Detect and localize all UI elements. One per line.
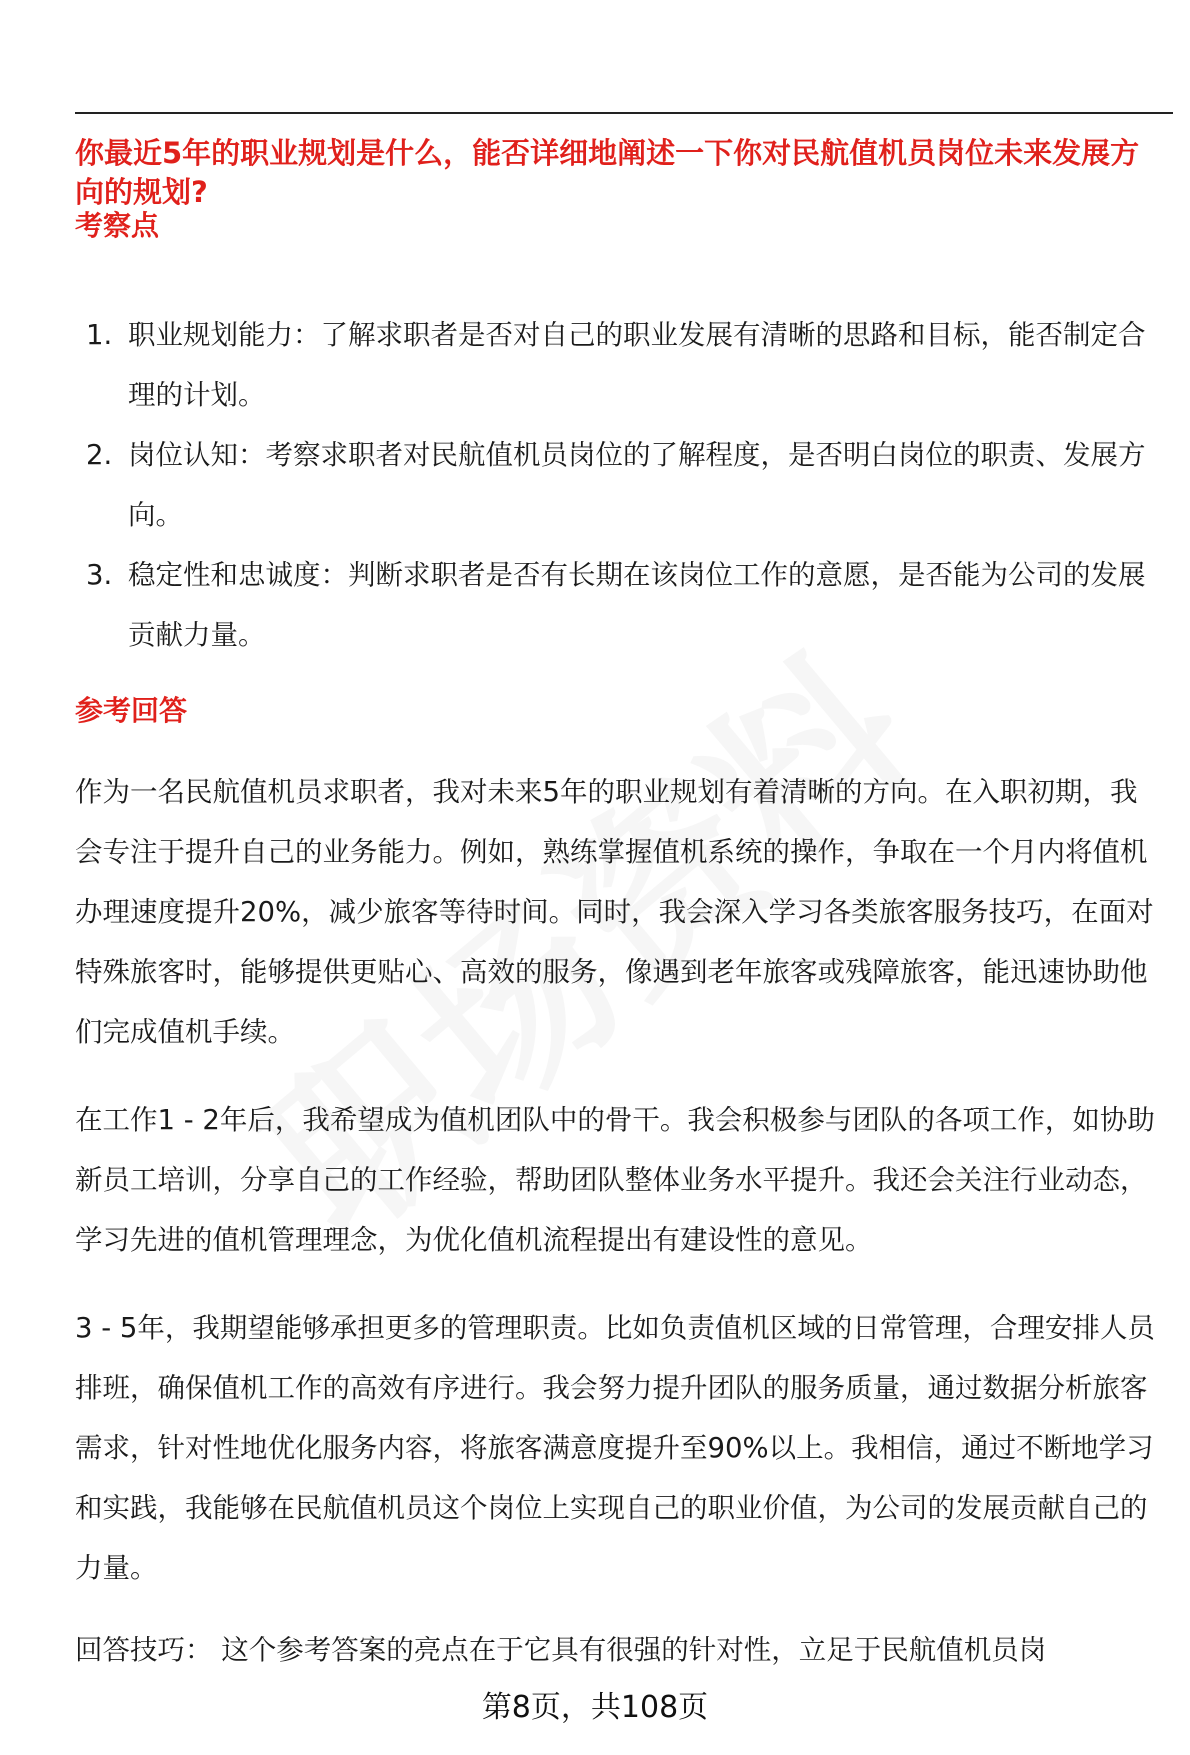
answer-heading: 参考回答 [75,694,188,727]
list-item-number: 2. [86,439,113,471]
page-number: 第8页，共108页 [481,1690,709,1725]
question-title: 你最近5年的职业规划是什么，能否详细地阐述一下你对民航值机员岗位未来发展方向的规划? [75,136,1140,209]
answer-paragraph: 作为一名民航值机员求职者，我对未来5年的职业规划有着清晰的方向。在入职初期，我会专注于提升自己的业务能力。例如，熟练掌握值机系统的操作，争取在一个月内将值机办理速度提升20%，减少旅客等待时间。同时，我会深入学习各类旅客服务技巧，在面对特殊旅客时，能够提供更贴心、高效的服务，像遇到老年旅客或残障旅客，能迅速协助他们完成值机手续。 [75,776,1154,1048]
list-item [86,425,1161,545]
answer-paragraph: 3 - 5年，我期望能够承担更多的管理职责。比如负责值机区域的日常管理，合理安排人员排班，确保值机工作的高效有序进行。我会努力提升团队的服务质量，通过数据分析旅客需求，针对性地优化服务内容，将旅客满意度提升至90%以上。我相信，通过不断地学习和实践，我能够在民航值机员这个岗位上实现自己的职业价值，为公司的发展贡献自己的力量。 [75,1312,1155,1584]
points-list [86,305,1161,665]
top-divider [75,112,1173,114]
answer-paragraph: 在工作1 - 2年后，我希望成为值机团队中的骨干。我会积极参与团队的各项工作，如协助新员工培训，分享自己的工作经验，帮助团队整体业务水平提升。我还会关注行业动态，学习先进的值机管理理念，为优化值机流程提出有建设性的意见。 [75,1104,1155,1256]
list-item-number: 1. [86,319,113,351]
list-item-text: 职业规划能力：了解求职者是否对自己的职业发展有清晰的思路和目标，能否制定合理的计划。 [128,319,1146,411]
list-item [86,305,1161,425]
answer-tip: 回答技巧： 这个参考答案的亮点在于它具有很强的针对性，立足于民航值机员岗 [75,1634,1047,1666]
points-heading: 考察点 [75,209,160,242]
list-item-text: 岗位认知：考察求职者对民航值机员岗位的了解程度，是否明白岗位的职责、发展方向。 [128,439,1146,531]
list-item [86,545,1161,665]
list-item-text: 稳定性和忠诚度：判断求职者是否有长期在该岗位工作的意愿，是否能为公司的发展贡献力量。 [128,559,1146,651]
list-item-number: 3. [86,559,113,591]
